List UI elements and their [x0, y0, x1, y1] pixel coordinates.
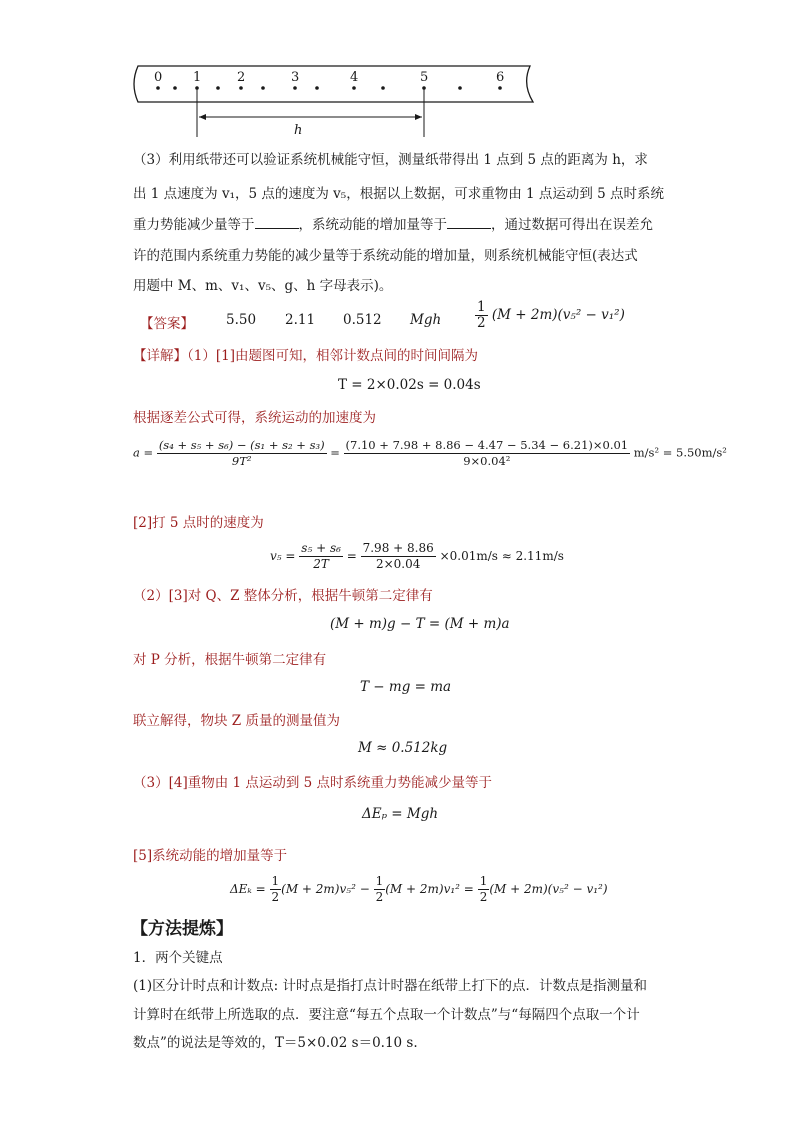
eq2-num: (s₄ + s₅ + s₆) − (s₁ + s₂ + s₃) [158, 438, 325, 452]
q3-line3 [133, 214, 653, 235]
eq3-num: s₅ + s₆ [301, 541, 341, 555]
q3-line3c: ，通过数据可得出在误差允 [491, 217, 653, 233]
answer-value-3: 0.512 [343, 312, 382, 328]
eq8-half2-num: 1 [375, 874, 384, 888]
detail-p5: 对 P 分析，根据牛顿第二定律有 [133, 652, 327, 668]
eq1: T = 2×0.02s = 0.04s [338, 377, 481, 393]
tape-label-4: 4 [350, 70, 359, 85]
detail-p3: [2]打 5 点时的速度为 [133, 515, 264, 531]
q3-line3b: ，系统动能的增加量等于 [298, 217, 447, 233]
detail-p2: 根据逐差公式可得，系统运动的加速度为 [133, 410, 376, 426]
answer-value-1: 5.50 [226, 312, 257, 328]
tape-label-3: 3 [291, 70, 300, 85]
eq5: T − mg = ma [360, 679, 452, 695]
answer-label: 【答案】 [140, 316, 194, 332]
eq8-half1-num: 1 [271, 874, 280, 888]
detail-label: 【详解】 [133, 348, 187, 364]
eq8-t1: (M + 2m)v₅² − [281, 882, 370, 896]
eq2-lhs: a = [133, 445, 154, 460]
detail-p7: （3）[4]重物由 1 点运动到 5 点时系统重力势能减少量等于 [133, 775, 493, 791]
method-p1c: 数点”的说法是等效的，T＝5×0.02 s＝0.10 s. [133, 1035, 418, 1051]
tape-label-5: 5 [420, 70, 429, 85]
q3-line2: 出 1 点速度为 v₁，5 点的速度为 v₅，根据以上数据，可求重物由 1 点运动到 5 点时系统 [133, 186, 665, 202]
eq3-lhs: v₅ = [270, 549, 296, 563]
eq8-half3-den: 2 [479, 890, 488, 904]
answer-value-2: 2.11 [285, 312, 316, 328]
answer-half-den: 2 [477, 315, 486, 331]
answer-half-num: 1 [477, 299, 486, 315]
eq7: ΔEₚ = Mgh [362, 806, 439, 822]
detail-p1-text: （1）[1]由题图可知，相邻计数点间的时间间隔为 [187, 348, 478, 364]
method-p1a: (1)区分计时点和计数点: 计时点是指打点计时器在纸带上打下的点．计数点是指测量和 [133, 978, 647, 994]
q3-line5: 用题中 M、m、v₁、v₅、g、h 字母表示)。 [133, 278, 393, 294]
answer-blank-2 [447, 214, 491, 229]
detail-p1 [133, 346, 478, 366]
eq3-den2: 2×0.04 [375, 557, 421, 571]
eq3-den: 2T [313, 557, 329, 571]
answer-expr: (M + 2m)(v₅² − v₁²) [491, 307, 625, 323]
method-heading: 【方法提炼】 [131, 919, 233, 939]
answer-blank-1 [255, 214, 299, 229]
q3-line3a: 重力势能减少量等于 [133, 217, 255, 233]
paper-tape-diagram [128, 62, 540, 142]
eq2: a = $\frac{\text{(s₄ + s₅ + s₆) − (s₁ + s₂ + s₃)}}{\text{9T²}}$ = $\frac{(7.10 + 7.98 + 8.86 - 4.47 - 5.34 - 6.21)\times 0.01}{\text{9×0.04²}}$ m/s² = 5.50m/s² [133, 438, 727, 468]
tape-label-6: 6 [496, 70, 505, 85]
detail-p6: 联立解得，物块 Z 质量的测量值为 [133, 713, 340, 729]
eq8-lhs: ΔEₖ = [230, 882, 266, 896]
eq3: v₅ = $\frac{\text{s₅ + s₆}}{2T}$ = $\frac{7.98 + 8.86}{2\times 0.04}$ ×0.01m/s ≈ 2.11m/s [270, 541, 564, 571]
method-item1: 1．两个关键点 [133, 950, 223, 966]
distance-label: h [294, 123, 303, 138]
detail-p4: （2）[3]对 Q、Z 整体分析，根据牛顿第二定律有 [133, 588, 433, 604]
tape-dots [156, 86, 502, 90]
eq2-den: 9T² [231, 454, 252, 468]
tape-label-1: 1 [193, 70, 202, 85]
detail-p8: [5]系统动能的增加量等于 [133, 848, 288, 864]
eq2-tail: m/s² = 5.50m/s² [633, 445, 727, 460]
eq8-half3-num: 1 [479, 874, 488, 888]
eq8-half1-den: 2 [271, 890, 280, 904]
method-p1b: 计算时在纸带上所选取的点．要注意“每五个点取一个计数点”与“每隔四个点取一个计 [133, 1007, 640, 1023]
eq8 [230, 874, 608, 905]
tape-label-2: 2 [237, 70, 246, 85]
q3-line1: （3）利用纸带还可以验证系统机械能守恒，测量纸带得出 1 点到 5 点的距离为 h，求 [133, 152, 648, 168]
eq4: (M + m)g − T = (M + m)a [330, 616, 510, 632]
eq3-tail: ×0.01m/s ≈ 2.11m/s [439, 549, 564, 563]
eq8-half2-den: 2 [375, 890, 384, 904]
eq2-num2: (7.10 + 7.98 + 8.86 − 4.47 − 5.34 − 6.21)×0.01 [345, 438, 629, 452]
eq6: M ≈ 0.512kg [358, 740, 448, 756]
answer-value-5 [475, 300, 625, 331]
answer-value-4: Mgh [410, 312, 442, 328]
tape-label-0: 0 [154, 70, 163, 85]
q3-line4: 许的范围内系统重力势能的减少量等于系统动能的增加量，则系统机械能守恒(表达式 [133, 248, 638, 264]
eq2-den2: 9×0.04² [463, 454, 511, 468]
eq8-t2: (M + 2m)v₁² = [385, 882, 474, 896]
eq3-num2: 7.98 + 8.86 [362, 541, 434, 555]
eq8-t3: (M + 2m)(v₅² − v₁²) [489, 882, 608, 896]
